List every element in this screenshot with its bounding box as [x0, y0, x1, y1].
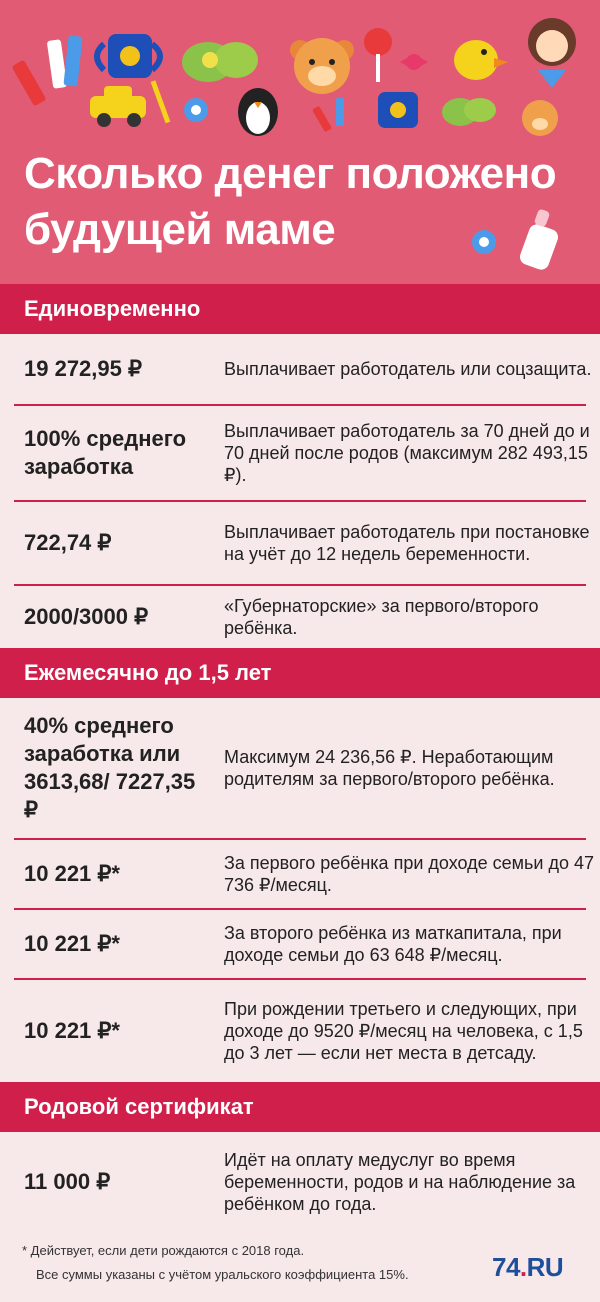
title-line-1: Сколько денег положено [24, 149, 557, 198]
doll-icon [528, 18, 576, 88]
crayons-icon [11, 35, 82, 106]
row-amount: 10 221 ₽* [24, 1018, 120, 1043]
penguin-icon [238, 88, 278, 136]
shovel-icon [151, 80, 171, 123]
row-description: «Губернаторские» за первого/второго ребёнка. [224, 596, 539, 638]
bear-icon [290, 38, 354, 94]
slippers-icon [182, 42, 258, 82]
car-icon [90, 86, 146, 127]
row-description: При рождении третьего и следующих, при доходе до 9520 ₽/месяц на человека, с 1,5 до 3 лет — если нет места в детсаду. [224, 999, 583, 1063]
footnote-coefficient: Все суммы указаны с учётом уральского коэффициента 15%. [36, 1267, 409, 1282]
bear-small-icon [522, 100, 558, 136]
slippers-small-icon [442, 98, 496, 126]
mug-small-icon [378, 92, 418, 128]
row-amount: 11 000 ₽ [24, 1169, 111, 1194]
row-amount: 722,74 ₽ [24, 530, 112, 555]
section-header-one-time: Единовременно [0, 284, 600, 334]
mug-icon [97, 34, 160, 78]
row-description: За первого ребёнка при доходе семьи до 47 736 ₽/месяц. [224, 853, 594, 895]
row-description: Выплачивает работодатель за 70 дней до и 70 дней после родов (максимум 282 493,15 ₽). [224, 421, 590, 485]
brand-dot: . [519, 1252, 527, 1282]
title-line-2: будущей маме [24, 205, 336, 254]
row-amount: 10 221 ₽* [24, 861, 120, 886]
row-amount: 40% среднего заработка или 3613,68/ 7227,35 ₽ [24, 713, 196, 822]
table-row [0, 1132, 600, 1232]
table-row [0, 502, 600, 584]
brand-number: 74 [492, 1252, 520, 1282]
section-header-certificate: Родовой сертификат [0, 1082, 600, 1132]
table-row [0, 910, 600, 978]
table-row [0, 334, 600, 404]
duck-icon [454, 40, 508, 80]
table-row [0, 586, 600, 648]
lollipop-icon [364, 28, 428, 82]
hero-banner [0, 0, 600, 284]
page-title [24, 146, 584, 258]
section-header-monthly: Ежемесячно до 1,5 лет [0, 648, 600, 698]
row-description: За второго ребёнка из маткапитала, при доходе семьи до 63 648 ₽/месяц. [224, 923, 562, 965]
row-amount: 10 221 ₽* [24, 931, 120, 956]
table-row [0, 698, 600, 838]
row-description: Выплачивает работодатель или соцзащита. [224, 359, 592, 379]
pacifier-icon [184, 98, 208, 122]
footnote-asterisk: * Действует, если дети рождаются с 2018 года. [22, 1243, 305, 1258]
row-amount: 100% среднего заработка [24, 426, 187, 479]
table-row [0, 980, 600, 1082]
row-description: Идёт на оплату медуслуг во время беременности, родов и на наблюдение за ребёнком до года. [224, 1150, 576, 1214]
table-row [0, 406, 600, 500]
row-description: Максимум 24 236,56 ₽. Неработающим родителям за первого/второго ребёнка. [224, 747, 555, 789]
row-amount: 19 272,95 ₽ [24, 356, 142, 381]
row-description: Выплачивает работодатель при постановке на учёт до 12 недель беременности. [224, 522, 590, 564]
table-row [0, 840, 600, 908]
brand-domain: RU [526, 1252, 564, 1282]
crayons-small-icon [312, 98, 344, 132]
brand-logo[interactable] [492, 1252, 563, 1283]
row-amount: 2000/3000 ₽ [24, 604, 149, 629]
